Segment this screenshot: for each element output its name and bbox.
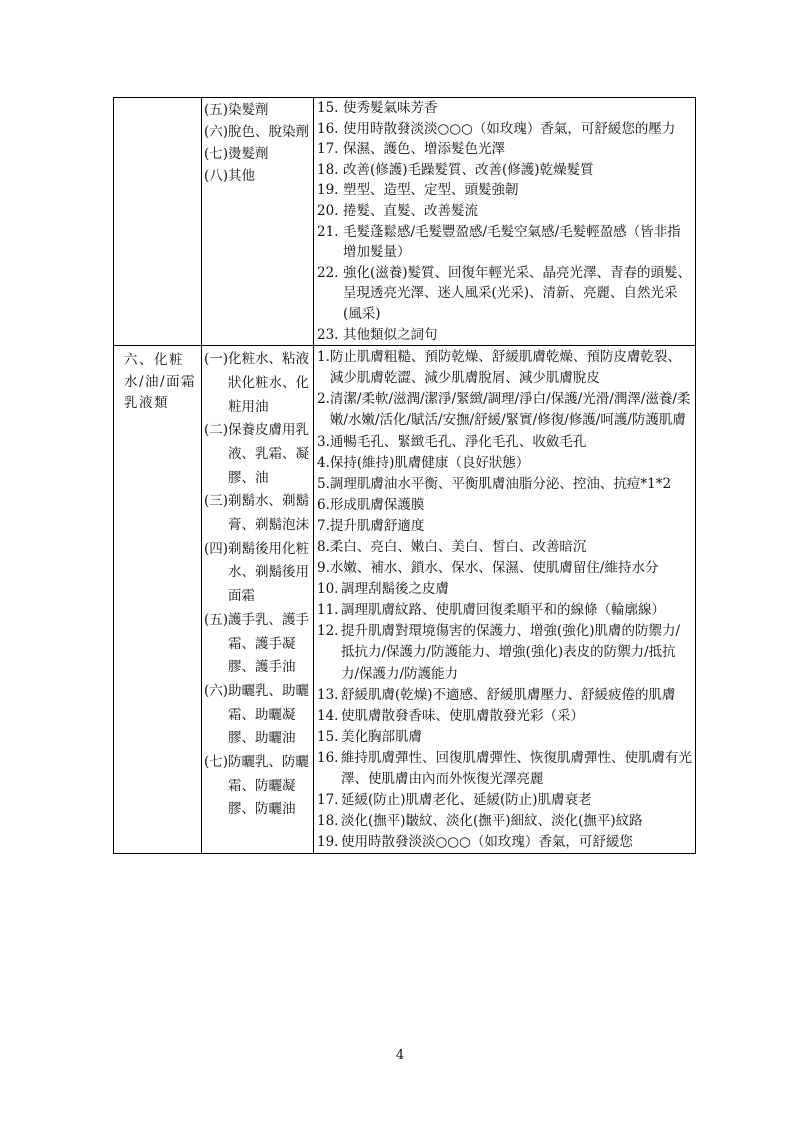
claim-item: 23. 其他類似之詞句 (317, 326, 438, 343)
table-row (114, 98, 695, 346)
claim-item: 20. 捲髮、直髮、改善髮流 (317, 202, 478, 219)
claim-item: 8. 柔白、亮白、嫩白、美白、皙白、改善暗沉 (317, 538, 587, 555)
claim-item: 7. 提升肌膚舒適度 (317, 517, 425, 534)
claim-item: 11. 調理肌膚紋路、使肌膚回復柔順平和的線條（輪廓線） (317, 602, 665, 619)
claim-item: 10. 調理刮鬍後之皮膚 (317, 581, 449, 598)
subcategory-item: (七) 燙髮劑 (204, 146, 269, 162)
claim-item: 9. 水嫩、補水、鎖水、保水、保濕、使肌膚留住/維持水分 (317, 560, 659, 577)
subcategory-item: (七) 防曬乳、防曬霜、防曬凝膠、防曬油 (204, 754, 310, 818)
claim-item: 19. 使用時散發淡淡○○○（如玫瑰）香氣，可舒緩您 (317, 834, 633, 851)
claim-item: 4. 保持(維持)肌膚健康（良好狀態） (317, 454, 530, 471)
subcategory-cell (202, 346, 314, 853)
claim-item: 17. 保濕、護色、增添髮色光澤 (317, 141, 505, 158)
claim-item: 15. 美化胸部肌膚 (317, 728, 422, 745)
subcategory-item: (四) 剃鬍後用化粧水、剃鬍後用面霜 (204, 540, 310, 605)
claims-cell (314, 346, 695, 853)
category-cell (114, 98, 202, 345)
category-cell: 六、化粧水/油/面霜乳液類 (114, 346, 202, 853)
claim-item: 15. 使秀髮氣味芳香 (317, 100, 438, 116)
table-row (114, 346, 695, 853)
claims-table (113, 97, 696, 854)
claim-item: 19. 塑型、造型、定型、頭髮強韌 (317, 182, 519, 199)
claim-item: 3. 通暢毛孔、緊緻毛孔、淨化毛孔、收斂毛孔 (317, 433, 587, 450)
subcategory-item: (一) 化粧水、粘液狀化粧水、化粧用油 (204, 351, 310, 415)
subcategory-item: (六) 助曬乳、助曬霜、助曬凝膠、助曬油 (204, 682, 310, 747)
claim-item: 21. 毛髮蓬鬆感/毛髮豐盈感/毛髮空氣感/毛髮輕盈感（皆非指增加髮量） (317, 223, 681, 261)
page-number: 4 (395, 1048, 405, 1063)
claim-item: 5. 調理肌膚油水平衡、平衡肌膚油脂分泌、控油、抗痘*1*2 (317, 475, 672, 492)
claim-item: 1. 防止肌膚粗糙、預防乾燥、舒緩肌膚乾燥、預防皮膚乾裂、減少肌膚乾澀、減少肌膚脫屑、減少肌膚脫皮 (317, 349, 681, 387)
claim-item: 18. 淡化(撫平)皺紋、淡化(撫平)細紋、淡化(撫平)紋路 (317, 813, 643, 830)
subcategory-item: (八) 其他 (204, 168, 256, 184)
claim-item: 14. 使肌膚散發香味、使肌膚散發光彩（采） (317, 707, 584, 724)
claim-item: 22. 強化(滋養)髮質、回復年輕光采、晶亮光澤、青春的頭髮、呈現透亮光澤、迷人風采(光采)、清新、亮麗、自然光采(風采) (317, 264, 692, 322)
subcategory-item: (六) 脫色、脫染劑 (204, 124, 310, 140)
claim-item: 6. 形成肌膚保護膜 (317, 496, 425, 513)
claim-item: 16. 維持肌膚彈性、回復肌膚彈性、恢復肌膚彈性、使肌膚有光澤、使肌膚由內而外恢復光澤亮麗 (317, 749, 692, 787)
claim-item: 18. 改善(修護)毛躁髮質、改善(修護)乾燥髮質 (317, 161, 594, 178)
claim-item: 13. 舒緩肌膚(乾燥)不適感、舒緩肌膚壓力、舒緩疲倦的肌膚 (317, 686, 676, 703)
claim-item: 12. 提升肌膚對環境傷害的保護力、增強(強化)肌膚的防禦力/抵抗力/保護力/防護能力、增強(強化)表皮的防禦力/抵抗力/保護力/防護能力 (317, 623, 681, 682)
claim-item: 16. 使用時散發淡淡○○○（如玫瑰）香氣，可舒緩您的壓力 (317, 120, 676, 137)
claim-item: 17. 延緩(防止)肌膚老化、延緩(防止)肌膚衰老 (317, 792, 592, 809)
subcategory-item: (五) 護手乳、護手霜、護手凝膠、護手油 (204, 611, 310, 676)
subcategory-cell (202, 98, 314, 345)
claim-item: 2. 清潔/柔軟/滋潤/潔淨/緊緻/調理/淨白/保護/光滑/潤澤/滋養/柔嫩/水嫩/活化/賦活/安撫/舒緩/緊實/修復/修護/呵護/防護肌膚 (317, 391, 691, 429)
subcategory-item: (五) 染髮劑 (204, 102, 269, 118)
subcategory-item: (三) 剃鬍水、剃鬍膏、剃鬍泡沫 (204, 493, 310, 534)
claims-cell (314, 98, 695, 345)
subcategory-item: (二) 保養皮膚用乳液、乳霜、凝膠、油 (204, 422, 310, 486)
